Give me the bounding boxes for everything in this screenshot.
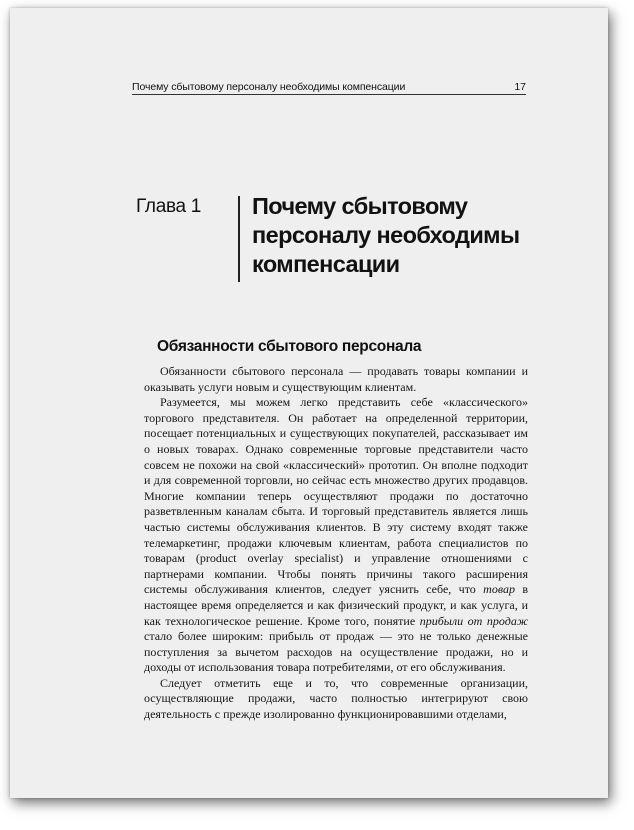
book-page xyxy=(10,8,608,798)
body-text xyxy=(144,364,528,723)
section-heading: Обязанности сбытового персонала xyxy=(157,338,422,355)
term-sales-profit: прибыли от продаж xyxy=(419,613,528,628)
paragraph-1: Обязанности сбытового персонала — продавать товары компании и оказывать услуги новым и существующим клиентам. xyxy=(144,364,528,394)
term-product: товар xyxy=(483,582,515,597)
chapter-heading xyxy=(136,192,536,292)
paragraph-2 xyxy=(144,395,528,676)
paragraph-2-text-c: стало более широким: прибыль от продаж — это не только денежные поступления за вычетом расходов на осуществление продажи, но и доходы от использования товара потребителями, от его обслуживания. xyxy=(144,629,528,675)
running-header-title: Почему сбытовому персоналу необходимы компенсации xyxy=(132,81,406,93)
page-number: 17 xyxy=(514,81,526,93)
chapter-label: Глава 1 xyxy=(136,196,202,217)
chapter-divider xyxy=(238,196,240,282)
chapter-title: Почему сбытовому персоналу необходимы компенсации xyxy=(252,193,520,277)
paragraph-2-text-a: Разумеется, мы можем легко представить себе «классического» торгового представителя. Он работает на определенной территории, посещает потенциальных и существующих покупателей, рассказывает им о новых товарах. Однако современные торговые представители часто совсем не похожи на свой «классический» прототип. Он вполне подходит и для современной торговли, но сейчас есть множество других продавцов. Многие компании теперь осуществляют продажи по достаточно разветвленным каналам сбыта. И торговый представитель является лишь частью системы обслуживания клиентов. В эту систему входят также телемаркетинг, продажи ключевым клиентам, работа специалистов по товарам (product overlay specialist) и управление отношениями с партнерами компании. Чтобы понять причины такого расширения системы обслуживания клиентов, следует уяснить себе, что xyxy=(144,395,528,597)
paragraph-3: Следует отметить еще и то, что современные организации, осуществляющие продажи, часто полностью интегрируют свою деятельность с прежде изолированно функционировавшими отделами, xyxy=(144,675,528,722)
running-header xyxy=(132,72,526,95)
paragraph-2-text-b: в настоящее время определяется и как физический продукт, и как услуга, и как технологическое решение. Кроме того, понятие xyxy=(144,582,528,628)
